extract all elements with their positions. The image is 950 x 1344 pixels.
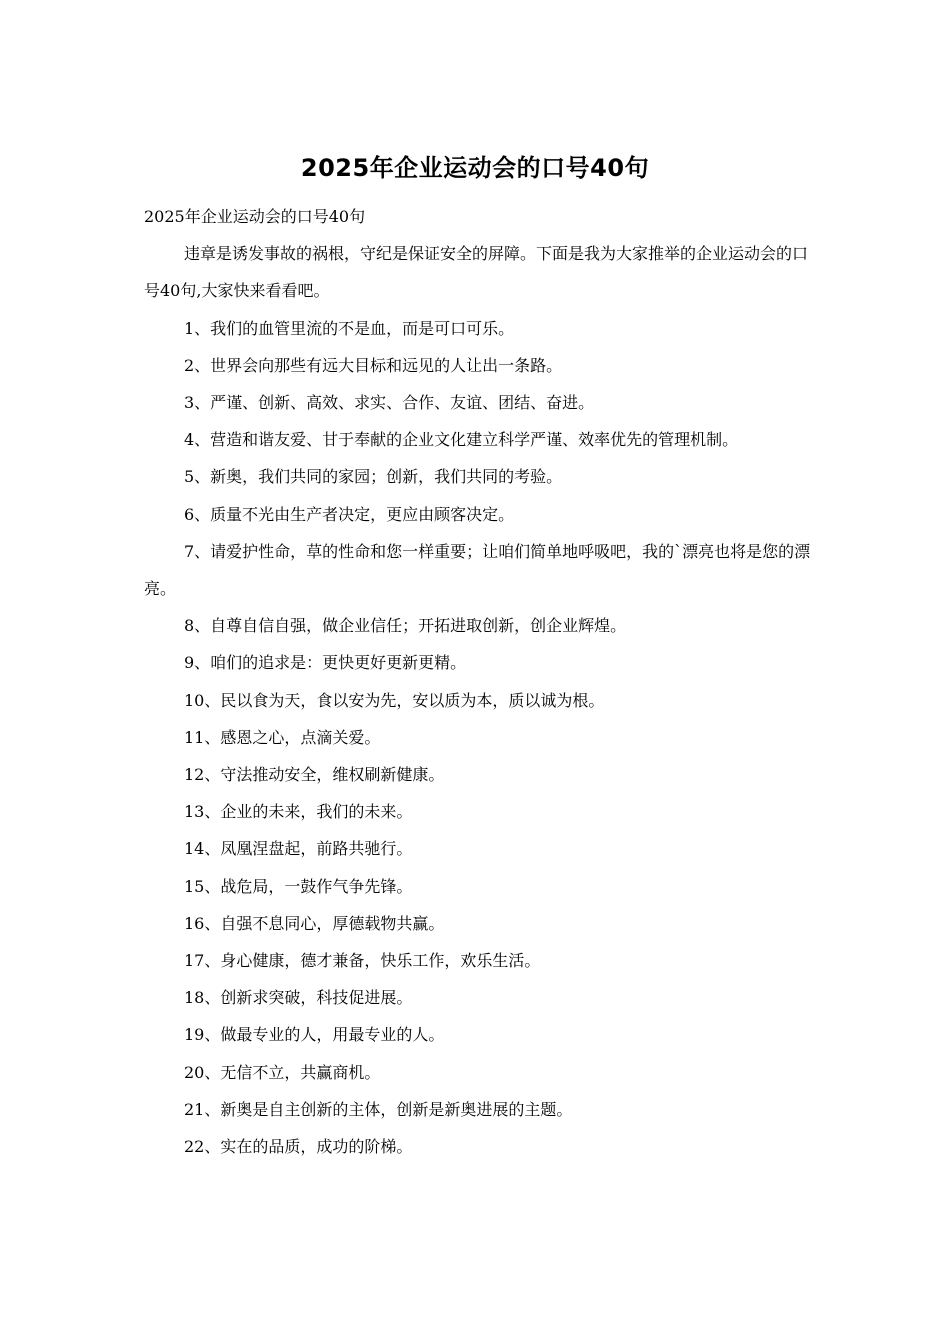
slogan-item: 5、新奥，我们共同的家园；创新，我们共同的考验。 (184, 467, 563, 487)
document-subtitle: 2025年企业运动会的口号40句 (144, 207, 366, 226)
slogan-item: 6、质量不光由生产者决定，更应由顾客决定。 (184, 504, 515, 524)
slogan-item: 17、身心健康，德才兼备，快乐工作，欢乐生活。 (184, 951, 541, 971)
document-title: 2025年企业运动会的口号40句 (300, 154, 650, 182)
slogan-item: 20、无信不立，共赢商机。 (184, 1062, 381, 1082)
slogan-item: 14、凤凰涅盘起，前路共驰行。 (184, 839, 413, 859)
slogan-item: 22、实在的品质，成功的阶梯。 (184, 1137, 413, 1157)
slogan-item: 12、守法推动安全，维权刷新健康。 (184, 765, 445, 785)
slogan-item: 16、自强不息同心，厚德载物共赢。 (184, 913, 445, 933)
document-body (144, 198, 812, 1165)
slogan-item: 9、咱们的追求是：更快更好更新更精。 (184, 653, 467, 673)
slogan-item: 8、自尊自信自强，做企业信任；开拓进取创新，创企业辉煌。 (184, 616, 627, 636)
slogan-item: 3、严谨、创新、高效、求实、合作、友谊、团结、奋进。 (184, 393, 595, 413)
slogan-item: 1、我们的血管里流的不是血，而是可口可乐。 (184, 318, 515, 338)
slogan-item: 18、创新求突破，科技促进展。 (184, 988, 413, 1008)
slogan-item: 10、民以食为天，食以安为先，安以质为本，质以诚为根。 (184, 690, 605, 710)
slogan-item: 4、营造和谐友爱、甘于奉献的企业文化建立科学严谨、效率优先的管理机制。 (184, 430, 739, 450)
slogan-item: 21、新奥是自主创新的主体，创新是新奥进展的主题。 (184, 1099, 573, 1119)
slogan-item: 7、请爱护性命，草的性命和您一样重要；让咱们简单地呼吸吧，我的`漂亮也将是您的漂亮。 (144, 541, 811, 599)
slogan-item: 15、战危局，一鼓作气争先锋。 (184, 876, 413, 896)
slogan-item: 2、世界会向那些有远大目标和远见的人让出一条路。 (184, 355, 563, 375)
slogan-item: 19、做最专业的人，用最专业的人。 (184, 1025, 445, 1045)
intro-paragraph: 违章是诱发事故的祸根，守纪是保证安全的屏障。下面是我为大家推举的企业运动会的口号40句,大家快来看看吧。 (144, 244, 809, 301)
slogan-item: 11、感恩之心，点滴关爱。 (184, 727, 381, 747)
slogan-item: 13、企业的未来，我们的未来。 (184, 802, 413, 822)
